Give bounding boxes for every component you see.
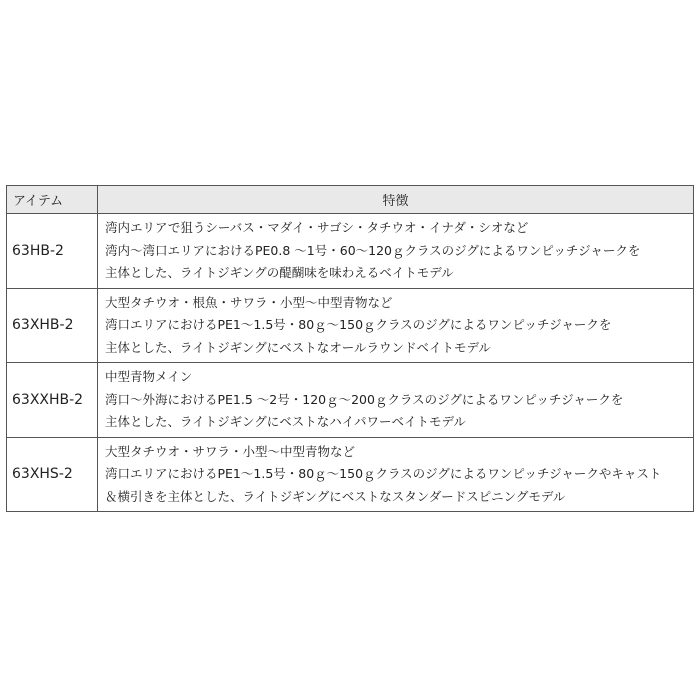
table-row (7, 288, 694, 363)
feature-line: 主体とした、ライトジギングにベストなオールラウンドベイトモデル (105, 339, 491, 355)
table-body (7, 214, 694, 512)
item-cell: 63XHS-2 (7, 437, 98, 512)
feature-cell (98, 214, 694, 289)
feature-cell (98, 363, 694, 438)
feature-line: ＆横引きを主体とした、ライトジギングにベストなスタンダードスピニングモデル (105, 488, 566, 504)
feature-line: 湾内エリアで狙うシーバス・マダイ・サゴシ・タチウオ・イナダ・シオなど (105, 220, 529, 235)
header-feature: 特徴 (98, 186, 694, 214)
table-row (7, 214, 694, 289)
spec-table (6, 185, 694, 512)
item-cell: 63HB-2 (7, 214, 98, 289)
header-item: アイテム (7, 186, 98, 214)
feature-line: 湾口エリアにおけるPE1～1.5号・80ｇ～150ｇクラスのジグによるワンピッチジャークを (105, 317, 612, 332)
feature-line: 大型タチウオ・サワラ・小型～中型青物など (105, 443, 356, 459)
feature-line: 湾内～湾口エリアにおけるPE0.8 ～1号・60～120ｇクラスのジグによるワンピッチジャークを (105, 242, 641, 258)
table-row (7, 437, 694, 512)
feature-line: 湾口～外海におけるPE1.5 ～2号・120ｇ～200ｇクラスのジグによるワンピッチジャークを (105, 391, 624, 407)
feature-line: 中型青物メイン (105, 369, 193, 384)
table-header (7, 186, 694, 214)
feature-line: 大型タチウオ・根魚・サワラ・小型～中型青物など (105, 294, 393, 310)
item-cell: 63XXHB-2 (7, 363, 98, 438)
feature-line: 湾口エリアにおけるPE1～1.5号・80ｇ～150ｇクラスのジグによるワンピッチジャークやキャスト (105, 466, 662, 481)
feature-cell (98, 288, 694, 363)
feature-line: 主体とした、ライトジギングの醍醐味を味わえるベイトモデル (105, 265, 454, 280)
table-row (7, 363, 694, 438)
feature-cell (98, 437, 694, 512)
feature-line: 主体とした、ライトジギングにベストなハイパワーベイトモデル (105, 414, 466, 429)
header-row (7, 186, 694, 214)
item-cell: 63XHB-2 (7, 288, 98, 363)
